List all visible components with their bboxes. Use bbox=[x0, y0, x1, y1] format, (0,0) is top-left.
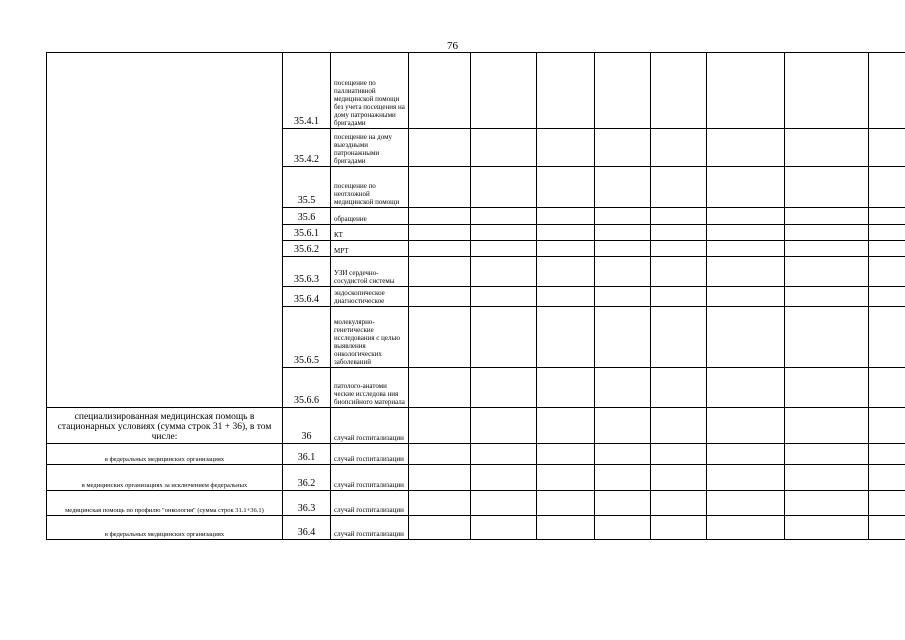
empty-cell bbox=[595, 129, 651, 167]
empty-cell bbox=[869, 465, 905, 491]
empty-cell bbox=[471, 307, 537, 368]
empty-cell bbox=[869, 516, 905, 540]
row-unit: патолого-анатоми ческие исследова ния биопсийного материала bbox=[331, 368, 409, 408]
row-name: медицинская помощь по профилю "онкология" (сумма строк 31.1+36.1) bbox=[47, 491, 283, 516]
empty-cell bbox=[409, 225, 471, 241]
empty-cell bbox=[785, 491, 869, 516]
empty-cell bbox=[869, 225, 905, 241]
row-code: 35.6.3 bbox=[283, 257, 331, 287]
empty-cell bbox=[651, 368, 707, 408]
data-table bbox=[46, 52, 905, 540]
row-code: 36.2 bbox=[283, 465, 331, 491]
empty-cell bbox=[651, 307, 707, 368]
empty-cell bbox=[537, 53, 595, 129]
empty-cell bbox=[471, 241, 537, 257]
empty-cell bbox=[785, 257, 869, 287]
empty-cell bbox=[595, 368, 651, 408]
row-unit: УЗИ сердечно-сосудистой системы bbox=[331, 257, 409, 287]
row-code: 35.6.5 bbox=[283, 307, 331, 368]
empty-cell bbox=[707, 307, 785, 368]
empty-cell bbox=[869, 241, 905, 257]
page-number: 76 bbox=[447, 40, 458, 52]
empty-cell bbox=[785, 208, 869, 225]
row-unit: обращение bbox=[331, 208, 409, 225]
empty-cell bbox=[595, 208, 651, 225]
empty-cell bbox=[651, 241, 707, 257]
empty-cell bbox=[409, 167, 471, 208]
empty-cell bbox=[471, 368, 537, 408]
row-unit: случай госпитализации bbox=[331, 444, 409, 465]
empty-cell bbox=[537, 307, 595, 368]
empty-cell bbox=[537, 491, 595, 516]
row-unit: посещение на дому выездными патронажными бригадами bbox=[331, 129, 409, 167]
empty-cell bbox=[707, 241, 785, 257]
empty-cell bbox=[409, 257, 471, 287]
empty-cell bbox=[785, 368, 869, 408]
row-unit: МРТ bbox=[331, 241, 409, 257]
empty-cell bbox=[869, 491, 905, 516]
row-name: в медицинских организациях за исключением федеральных bbox=[47, 465, 283, 491]
empty-cell bbox=[869, 307, 905, 368]
empty-cell bbox=[651, 53, 707, 129]
table-row bbox=[47, 465, 905, 491]
row-code: 35.6.4 bbox=[283, 287, 331, 307]
empty-cell bbox=[409, 491, 471, 516]
empty-cell bbox=[707, 208, 785, 225]
empty-cell bbox=[409, 465, 471, 491]
row-unit: эндоскопическое диагностическое bbox=[331, 287, 409, 307]
empty-cell bbox=[651, 465, 707, 491]
empty-cell bbox=[471, 408, 537, 444]
empty-cell bbox=[409, 368, 471, 408]
empty-cell bbox=[471, 516, 537, 540]
empty-cell bbox=[537, 241, 595, 257]
table-row bbox=[47, 408, 905, 444]
empty-cell bbox=[471, 465, 537, 491]
row-name: в федеральных медицинских организациях bbox=[47, 516, 283, 540]
row-name: специализированная медицинская помощь в стационарных условиях (сумма строк 31 + 36), в том числе: bbox=[47, 408, 283, 444]
row-code: 35.4.1 bbox=[283, 53, 331, 129]
empty-name-cell bbox=[47, 53, 283, 408]
empty-cell bbox=[785, 465, 869, 491]
empty-cell bbox=[471, 208, 537, 225]
empty-cell bbox=[471, 444, 537, 465]
empty-cell bbox=[537, 167, 595, 208]
row-code: 35.6.1 bbox=[283, 225, 331, 241]
empty-cell bbox=[707, 444, 785, 465]
empty-cell bbox=[537, 208, 595, 225]
empty-cell bbox=[471, 225, 537, 241]
row-unit: случай госпитализации bbox=[331, 408, 409, 444]
empty-cell bbox=[707, 491, 785, 516]
empty-cell bbox=[651, 129, 707, 167]
empty-cell bbox=[595, 287, 651, 307]
empty-cell bbox=[595, 167, 651, 208]
table-row bbox=[47, 53, 905, 129]
table-row bbox=[47, 444, 905, 465]
empty-cell bbox=[409, 516, 471, 540]
empty-cell bbox=[785, 307, 869, 368]
empty-cell bbox=[409, 241, 471, 257]
empty-cell bbox=[651, 257, 707, 287]
empty-cell bbox=[651, 491, 707, 516]
empty-cell bbox=[595, 465, 651, 491]
row-unit: посещение по неотложной медицинской помощи bbox=[331, 167, 409, 208]
empty-cell bbox=[471, 167, 537, 208]
empty-cell bbox=[471, 257, 537, 287]
empty-cell bbox=[471, 129, 537, 167]
row-code: 35.6.6 bbox=[283, 368, 331, 408]
empty-cell bbox=[869, 53, 905, 129]
empty-cell bbox=[707, 516, 785, 540]
empty-cell bbox=[869, 167, 905, 208]
empty-cell bbox=[707, 408, 785, 444]
empty-cell bbox=[409, 408, 471, 444]
empty-cell bbox=[707, 287, 785, 307]
empty-cell bbox=[651, 516, 707, 540]
empty-cell bbox=[707, 257, 785, 287]
empty-cell bbox=[537, 444, 595, 465]
table-row bbox=[47, 516, 905, 540]
empty-cell bbox=[707, 465, 785, 491]
empty-cell bbox=[785, 53, 869, 129]
row-code: 36.1 bbox=[283, 444, 331, 465]
empty-cell bbox=[409, 287, 471, 307]
empty-cell bbox=[537, 225, 595, 241]
empty-cell bbox=[409, 307, 471, 368]
empty-cell bbox=[537, 287, 595, 307]
empty-cell bbox=[869, 257, 905, 287]
empty-cell bbox=[707, 53, 785, 129]
empty-cell bbox=[869, 368, 905, 408]
row-code: 35.5 bbox=[283, 167, 331, 208]
empty-cell bbox=[785, 516, 869, 540]
empty-cell bbox=[869, 208, 905, 225]
empty-cell bbox=[651, 444, 707, 465]
empty-cell bbox=[471, 287, 537, 307]
row-code: 35.6 bbox=[283, 208, 331, 225]
empty-cell bbox=[785, 408, 869, 444]
row-code: 36.4 bbox=[283, 516, 331, 540]
row-unit: молекулярно-генетические исследования с целью выявления онкологических заболеваний bbox=[331, 307, 409, 368]
empty-cell bbox=[707, 129, 785, 167]
empty-cell bbox=[537, 368, 595, 408]
empty-cell bbox=[537, 408, 595, 444]
empty-cell bbox=[595, 516, 651, 540]
row-unit: случай госпитализации bbox=[331, 465, 409, 491]
row-code: 35.4.2 bbox=[283, 129, 331, 167]
empty-cell bbox=[409, 444, 471, 465]
empty-cell bbox=[595, 225, 651, 241]
empty-cell bbox=[869, 444, 905, 465]
row-unit: посещение по паллиативной медицинской помощи без учета посещения на дому патронажными бригадами bbox=[331, 53, 409, 129]
empty-cell bbox=[595, 444, 651, 465]
empty-cell bbox=[785, 167, 869, 208]
empty-cell bbox=[651, 225, 707, 241]
empty-cell bbox=[409, 53, 471, 129]
row-code: 36.3 bbox=[283, 491, 331, 516]
empty-cell bbox=[869, 287, 905, 307]
row-unit: КТ bbox=[331, 225, 409, 241]
empty-cell bbox=[471, 491, 537, 516]
empty-cell bbox=[595, 408, 651, 444]
empty-cell bbox=[785, 444, 869, 465]
empty-cell bbox=[537, 129, 595, 167]
empty-cell bbox=[785, 225, 869, 241]
empty-cell bbox=[869, 408, 905, 444]
empty-cell bbox=[537, 257, 595, 287]
empty-cell bbox=[869, 129, 905, 167]
empty-cell bbox=[537, 516, 595, 540]
empty-cell bbox=[471, 53, 537, 129]
empty-cell bbox=[595, 491, 651, 516]
table-row bbox=[47, 491, 905, 516]
empty-cell bbox=[651, 287, 707, 307]
row-code: 36 bbox=[283, 408, 331, 444]
empty-cell bbox=[707, 225, 785, 241]
row-unit: случай госпитализации bbox=[331, 491, 409, 516]
empty-cell bbox=[785, 129, 869, 167]
empty-cell bbox=[707, 368, 785, 408]
empty-cell bbox=[785, 241, 869, 257]
empty-cell bbox=[595, 307, 651, 368]
row-name: в федеральных медицинских организациях bbox=[47, 444, 283, 465]
empty-cell bbox=[537, 465, 595, 491]
empty-cell bbox=[409, 129, 471, 167]
row-code: 35.6.2 bbox=[283, 241, 331, 257]
row-unit: случай госпитализации bbox=[331, 516, 409, 540]
empty-cell bbox=[409, 208, 471, 225]
empty-cell bbox=[651, 208, 707, 225]
empty-cell bbox=[595, 241, 651, 257]
empty-cell bbox=[785, 287, 869, 307]
empty-cell bbox=[651, 167, 707, 208]
empty-cell bbox=[651, 408, 707, 444]
empty-cell bbox=[595, 53, 651, 129]
empty-cell bbox=[595, 257, 651, 287]
empty-cell bbox=[707, 167, 785, 208]
